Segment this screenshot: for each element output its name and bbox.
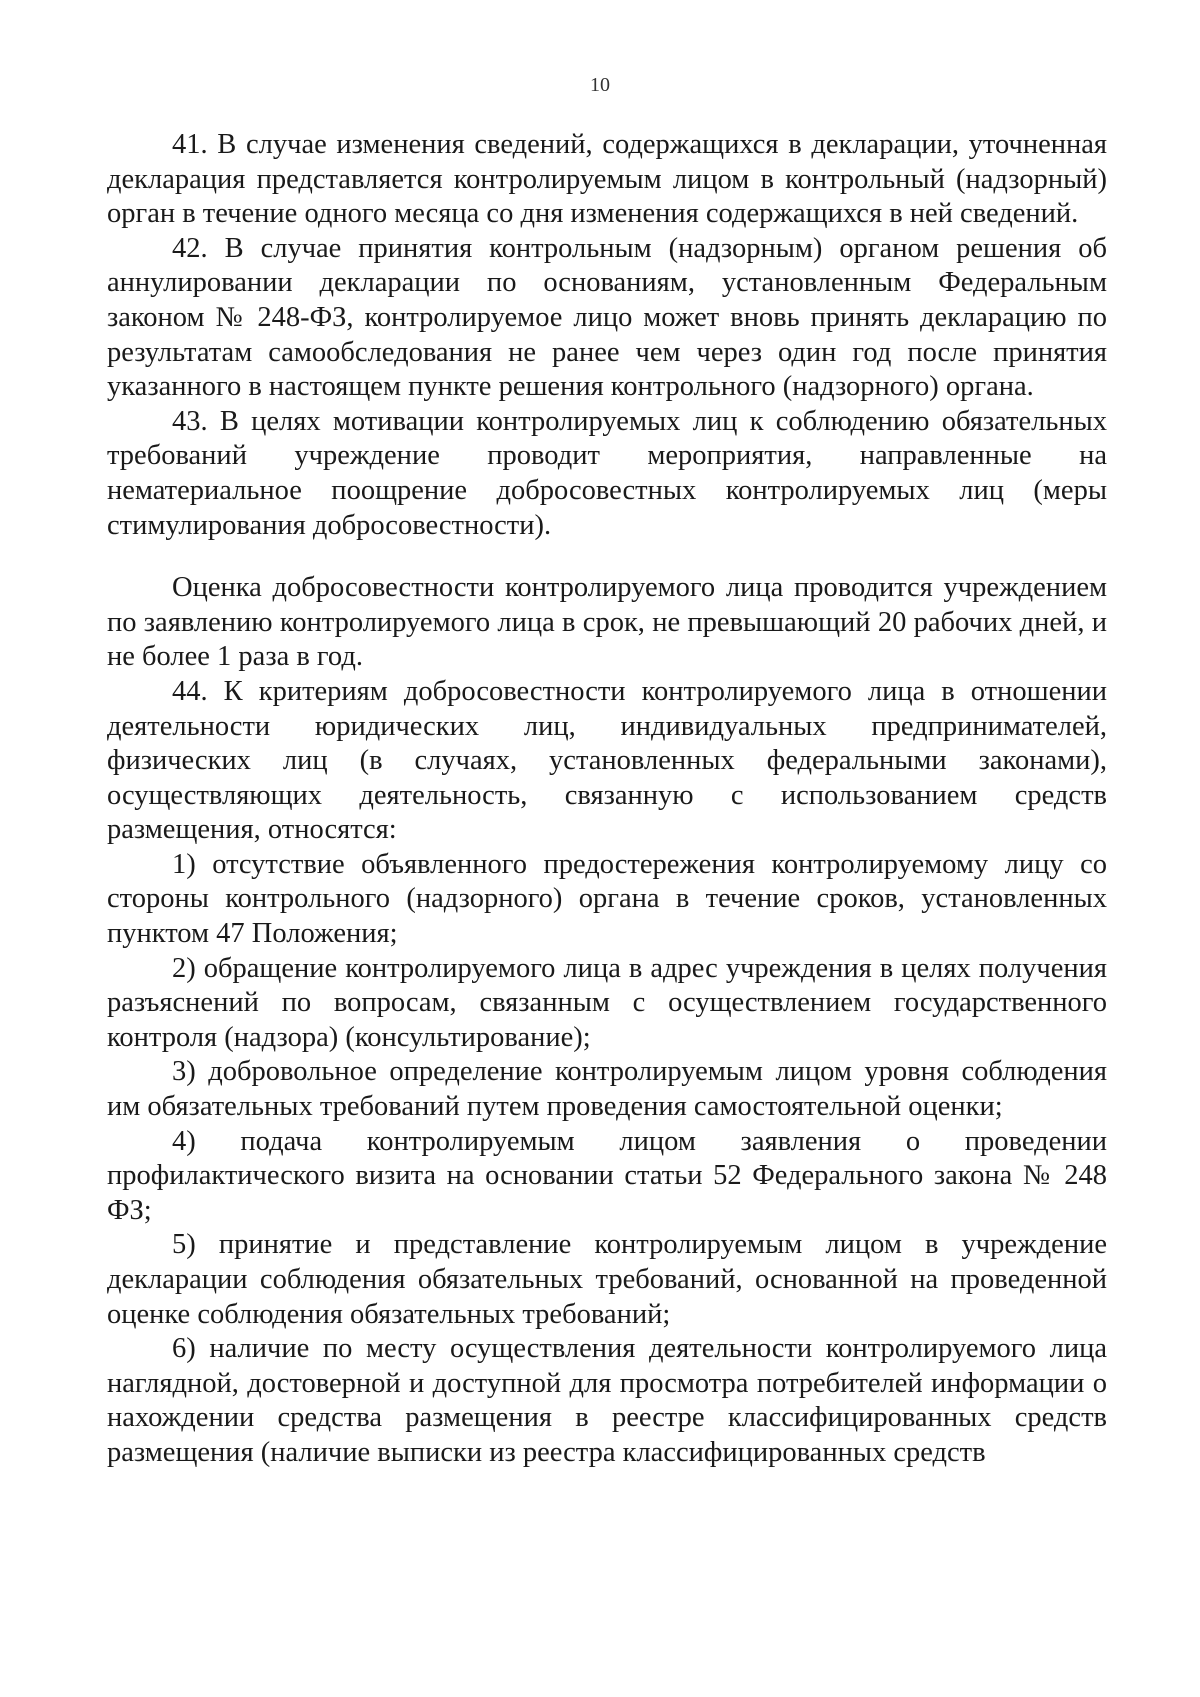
- paragraph-41: 41. В случае изменения сведений, содержащихся в декларации, уточненная декларация представляется контролируемым лицом в контрольный (надзорный) орган в течение одного месяца со дня изменения содержащихся в ней сведений.: [107, 129, 1107, 230]
- paragraph-43: 43. В целях мотивации контролируемых лиц к соблюдению обязательных требований учреждение проводит мероприятия, направленные на нематериальное поощрение добросовестных контролируемых лиц (меры стимулирования добросовестности).: [107, 405, 1107, 541]
- list-item-5: 5) принятие и представление контролируемым лицом в учреждение декларации соблюдения обязательных требований, основанной на проведенной оценке соблюдения обязательных требований;: [107, 1229, 1107, 1330]
- document-body: [107, 128, 1107, 1471]
- list-item-3: 3) добровольное определение контролируемым лицом уровня соблюдения им обязательных требований путем проведения самостоятельной оценки;: [107, 1056, 1107, 1123]
- paragraph-evaluation: Оценка добросовестности контролируемого лица проводится учреждением по заявлению контролируемого лица в срок, не превышающий 20 рабочих дней, и не более 1 раза в год.: [107, 572, 1107, 673]
- list-item-2: 2) обращение контролируемого лица в адрес учреждения в целях получения разъяснений по вопросам, связанным с осуществлением государственного контроля (надзора) (консультирование);: [107, 952, 1107, 1053]
- list-item-4: 4) подача контролируемым лицом заявления о проведении профилактического визита на основании статьи 52 Федерального закона № 248 ФЗ;: [107, 1125, 1107, 1226]
- list-item-6: 6) наличие по месту осуществления деятельности контролируемого лица наглядной, достоверной и доступной для просмотра потребителей информации о нахождении средства размещения в реестре классифицированных средств размещения (наличие выписки из реестра классифицированных средств: [107, 1333, 1107, 1468]
- paragraph-44: 44. К критериям добросовестности контролируемого лица в отношении деятельности юридических лиц, индивидуальных предпринимателей, физических лиц (в случаях, установленных федеральными законами), осуществляющих деятельность, связанную с использованием средств размещения, относятся:: [107, 675, 1107, 846]
- list-item-1: 1) отсутствие объявленного предостережения контролируемому лицу со стороны контрольного (надзорного) органа в течение сроков, установленных пунктом 47 Положения;: [107, 848, 1107, 950]
- page-number: 10: [590, 74, 610, 96]
- paragraph-42: 42. В случае принятия контрольным (надзорным) органом решения об аннулировании декларации по основаниям, установленным Федеральным законом № 248-ФЗ, контролируемое лицо может вновь принять декларацию по результатам самообследования не ранее чем через один год после принятия указанного в настоящем пункте решения контрольного (надзорного) органа.: [107, 232, 1107, 403]
